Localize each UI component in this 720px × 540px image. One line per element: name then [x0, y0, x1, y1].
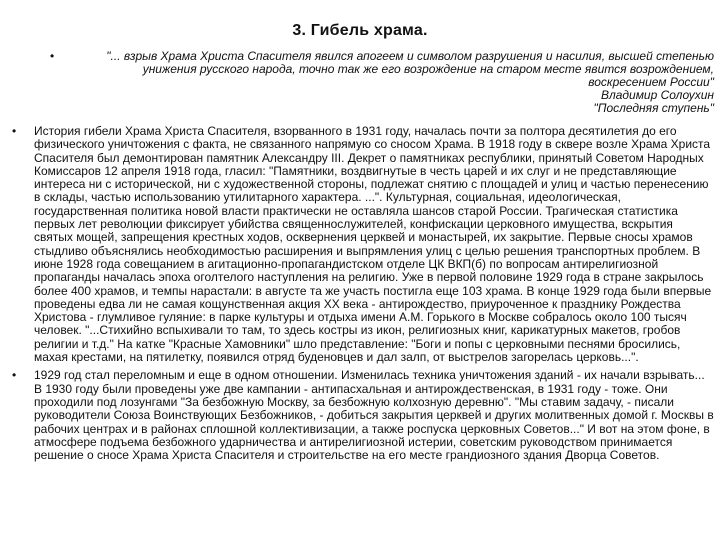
paragraph-text: История гибели Храма Христа Спасителя, взорванного в 1931 году, началась почти за полтора десятилетия до его физического уничтожения с факта, не связанного напрямую со сносом Храма. В 1918 году в сквере возле Храма Христа Спасителя был демонтирован памятник Александру III. Декрет о памятниках республики, принятый Советом Народных Комиссаров 12 апреля 1918 года, гласил: "Памятники, воздвигнутые в честь царей и их слуг и не представляющие интереса ни с исторической, ни с художественной стороны, подлежат снятию с площадей и улиц и частью перенесению в склады, частью использованию утилитарного характера. ...". Культурная, социальная, идеологическая, государственная политика новой власти практически не оставляла шансов старой России. Трагическая статистика первых лет революции фиксирует убийства священнослужителей, конфискации церковного имущества, вскрытия святых мощей, запрещения крестных ходов, осквернения церквей и монастырей, их закрытие. Первые сносы храмов стыдливо объяснялись необходимостью расширения и выпрямления улиц с целью решения транспортных проблем. В июне 1928 года совещанием в агитационно-пропагандистском отделе ЦК ВКП(б) по вопросам антирелигиозной пропаганды началась эпоха оголтелого наступления на религию. Уже в первой половине 1929 года в стране закрылось более 400 храмов, и темпы нарастали: в августе та же участь постигла еще 103 храма. В конце 1929 года были впервые проведены едва ли не самая кощунственная акция XX века - антирождество, приуроченное к празднику Рождества Христова - глумливое гуляние: в парке культуры и отдыха имени А.М. Горького в Москве собралось около 100 тысяч человек. "...Стихийно вспыхивали то там, то здесь костры из икон, религиозных книг, карикатурных макетов, гробов религии и т.д." На катке "Красные Хамовники" шло представление: "Боги и попы с церковными песнями бросились, махая крестами, на пятилетку, появился отряд буденовцев и дал залп, от выстрелов загорелась церковь...".: [34, 124, 712, 365]
list-item: [12, 125, 714, 364]
bullet-icon: •: [12, 124, 17, 138]
quote-source: "Последняя ступень": [593, 101, 714, 115]
paragraph-text: 1929 год стал переломным и еще в одном отношении. Изменилась техника уничтожения зданий - их начали взрывать... В 1930 году были проведены уже две кампании - антипасхальная и антирождественская, в 1931 году - тоже. Они проходили под лозунгами "За безбожную Москву, за безбожную колхозную деревню". "Мы ставим задачу, - писали руководители Союза Воинствующих Безбожников, - добиться закрытия церквей и других молитвенных домой г. Москвы в рабочих центрах и в районах сплошной коллективизации, а также роспуска церковных Советов..." И вот на этом фоне, в атмосфере подъема безбожного ударничества и антирелигиозной истерии, советским руководством принимается решение о сносе Храма Христа Спасителя и строительстве на его месте грандиозного здания Дворца Советов.: [34, 368, 714, 463]
epigraph-quote: [50, 50, 714, 115]
slide-title: 3. Гибель храма.: [292, 22, 428, 39]
quote-text: "... взрыв Храма Христа Спасителя явился апогеем и символом разрушения и насилия, высшей степенью унижения русского народа, точно так же его возрождение на старом месте явится возрождением, воскресением России": [106, 49, 714, 89]
bullet-icon: •: [12, 368, 17, 383]
quote-author: Владимир Солоухин: [600, 88, 714, 102]
body-text-list: [12, 125, 714, 467]
list-item: [12, 369, 714, 462]
bullet-icon: •: [50, 49, 55, 63]
